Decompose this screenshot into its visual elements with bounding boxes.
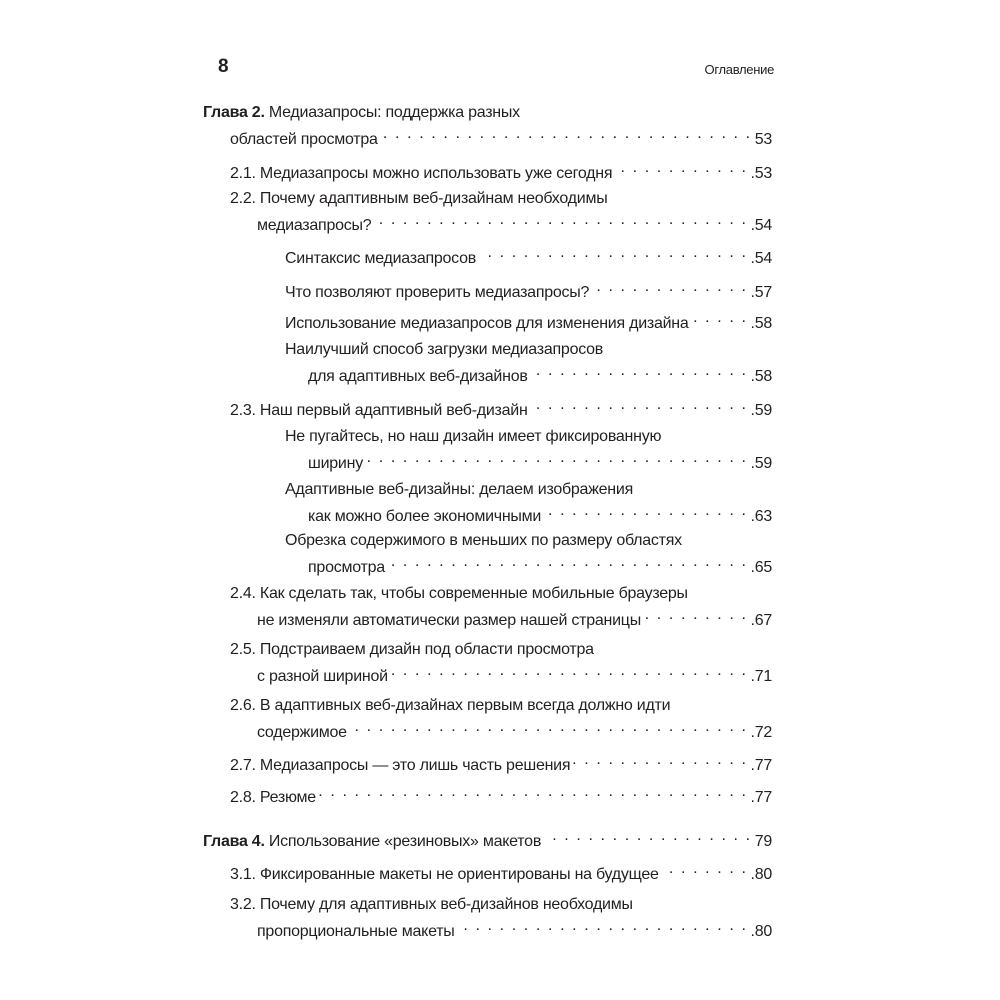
chapter-label: Глава 2. xyxy=(203,104,265,121)
dot-leader xyxy=(366,447,748,468)
entry-page-number: .72 xyxy=(750,724,772,741)
entry-title-line: 2.4. Как сделать так, чтобы современные мобильные браузеры xyxy=(230,585,688,602)
entry-title: медиазапросы? xyxy=(257,217,372,234)
entry-last-line xyxy=(0,858,772,885)
toc-entry[interactable] xyxy=(0,781,772,808)
entry-page-number: .63 xyxy=(750,508,772,525)
entry-page-number: .65 xyxy=(750,559,772,576)
entry-page-number: .59 xyxy=(750,402,772,419)
entry-title-line: 2.6. В адаптивных веб-дизайнах первым всегда должно идти xyxy=(230,697,671,714)
entry-title-line: Не пугайтесь, но наш дизайн имеет фиксированную xyxy=(285,428,662,445)
entry-title-line: 2.2. Почему адаптивным веб-дизайнам необходимы xyxy=(230,190,608,207)
entry-title-line: Наилучший способ загрузки медиазапросов xyxy=(285,341,604,358)
entry-last-line xyxy=(0,307,772,334)
dot-leader xyxy=(374,209,747,230)
dot-leader xyxy=(479,242,748,263)
chapter-label: Глава 4. xyxy=(203,833,265,850)
entry-page-number: .54 xyxy=(750,250,772,267)
toc-entry[interactable] xyxy=(0,749,772,776)
entry-title: не изменяли автоматически размер нашей страницы xyxy=(257,612,641,629)
entry-page-number: .67 xyxy=(750,612,772,629)
dot-leader xyxy=(319,781,748,802)
toc-entry[interactable] xyxy=(0,426,772,474)
toc-entry[interactable] xyxy=(0,276,772,303)
entry-title: областей просмотра xyxy=(230,131,378,148)
entry-last-line xyxy=(0,157,772,184)
entry-page-number: .77 xyxy=(750,757,772,774)
entry-title-line: 3.2. Почему для адаптивных веб-дизайнов необходимы xyxy=(230,896,633,913)
dot-leader xyxy=(388,551,748,572)
toc-entry[interactable] xyxy=(0,307,772,334)
toc-entry[interactable] xyxy=(0,583,772,631)
dot-leader xyxy=(692,307,748,328)
page-number: 8 xyxy=(218,56,229,77)
entry-title-line: Обрезка содержимого в меньших по размеру областях xyxy=(285,532,682,549)
entry-title: 2.3. Наш первый адаптивный веб-дизайн xyxy=(230,402,528,419)
entry-title: для адаптивных веб-дизайнов xyxy=(308,368,528,385)
entry-last-line xyxy=(0,551,772,578)
entry-title: как можно более экономичными xyxy=(308,508,542,525)
entry-page-number: .53 xyxy=(750,165,772,182)
dot-leader xyxy=(644,604,748,625)
entry-last-line xyxy=(0,242,772,269)
toc-entry[interactable] xyxy=(0,479,772,527)
entry-title: 2.8. Резюме xyxy=(230,789,316,806)
toc-entry[interactable] xyxy=(0,825,772,852)
entry-last-line xyxy=(0,749,772,776)
entry-title: 2.7. Медиазапросы — это лишь часть решения xyxy=(230,757,571,774)
entry-last-line xyxy=(0,123,772,150)
entry-last-line xyxy=(0,781,772,808)
entry-page-number: .80 xyxy=(750,923,772,940)
dot-leader xyxy=(391,660,748,681)
toc-entry[interactable] xyxy=(0,530,772,578)
entry-page-number: 53 xyxy=(754,131,772,148)
entry-title: 2.1. Медиазапросы можно использовать уже сегодня xyxy=(230,165,613,182)
toc-entry[interactable] xyxy=(0,157,772,184)
entry-title-line: Глава 2. Медиазапросы: поддержка разных xyxy=(203,104,520,121)
entry-last-line xyxy=(0,604,772,631)
dot-leader xyxy=(531,360,748,381)
toc-entry[interactable] xyxy=(0,102,772,150)
dot-leader xyxy=(458,915,748,936)
dot-leader xyxy=(615,157,747,178)
entry-title: ширину xyxy=(308,455,363,472)
dot-leader xyxy=(592,276,747,297)
toc-entry[interactable] xyxy=(0,394,772,421)
entry-title: пропорциональные макеты xyxy=(257,923,455,940)
entry-last-line xyxy=(0,915,772,942)
dot-leader xyxy=(531,394,748,415)
toc-entry[interactable] xyxy=(0,858,772,885)
entry-title: просмотра xyxy=(308,559,385,576)
entry-title: 3.1. Фиксированные макеты не ориентированы на будущее xyxy=(230,866,659,883)
toc-entry[interactable] xyxy=(0,695,772,743)
toc-entry[interactable] xyxy=(0,188,772,236)
entry-last-line xyxy=(0,825,772,852)
entry-title: Использование «резиновых» макетов xyxy=(268,833,542,850)
dot-leader xyxy=(662,858,748,879)
entry-page-number: .58 xyxy=(750,368,772,385)
entry-page-number: .77 xyxy=(750,789,772,806)
dot-leader xyxy=(350,716,748,737)
entry-title: содержимое xyxy=(257,724,347,741)
entry-last-line xyxy=(0,276,772,303)
entry-page-number: .80 xyxy=(750,866,772,883)
entry-page-number: .58 xyxy=(750,315,772,332)
dot-leader xyxy=(381,123,752,144)
entry-page-number: .57 xyxy=(750,284,772,301)
toc-entry[interactable] xyxy=(0,242,772,269)
dot-leader xyxy=(544,825,752,846)
entry-title: Использование медиазапросов для изменения дизайна xyxy=(285,315,689,332)
running-header: Оглавление xyxy=(704,62,774,77)
entry-last-line xyxy=(0,660,772,687)
toc-entry[interactable] xyxy=(0,339,772,387)
entry-last-line xyxy=(0,500,772,527)
entry-page-number: .59 xyxy=(750,455,772,472)
dot-leader xyxy=(544,500,747,521)
entry-page-number: .54 xyxy=(750,217,772,234)
entry-page-number: .71 xyxy=(750,668,772,685)
toc-entry[interactable] xyxy=(0,639,772,687)
dot-leader xyxy=(573,749,747,770)
entry-title: Синтаксис медиазапросов xyxy=(285,250,476,267)
toc-entry[interactable] xyxy=(0,894,772,942)
entry-last-line xyxy=(0,360,772,387)
entry-page-number: 79 xyxy=(754,833,772,850)
entry-last-line xyxy=(0,394,772,421)
entry-title: с разной шириной xyxy=(257,668,388,685)
entry-last-line xyxy=(0,447,772,474)
entry-title: Что позволяют проверить медиазапросы? xyxy=(285,284,590,301)
entry-last-line xyxy=(0,209,772,236)
entry-title-line: 2.5. Подстраиваем дизайн под области просмотра xyxy=(230,641,594,658)
entry-last-line xyxy=(0,716,772,743)
entry-title-line: Адаптивные веб-дизайны: делаем изображения xyxy=(285,481,633,498)
